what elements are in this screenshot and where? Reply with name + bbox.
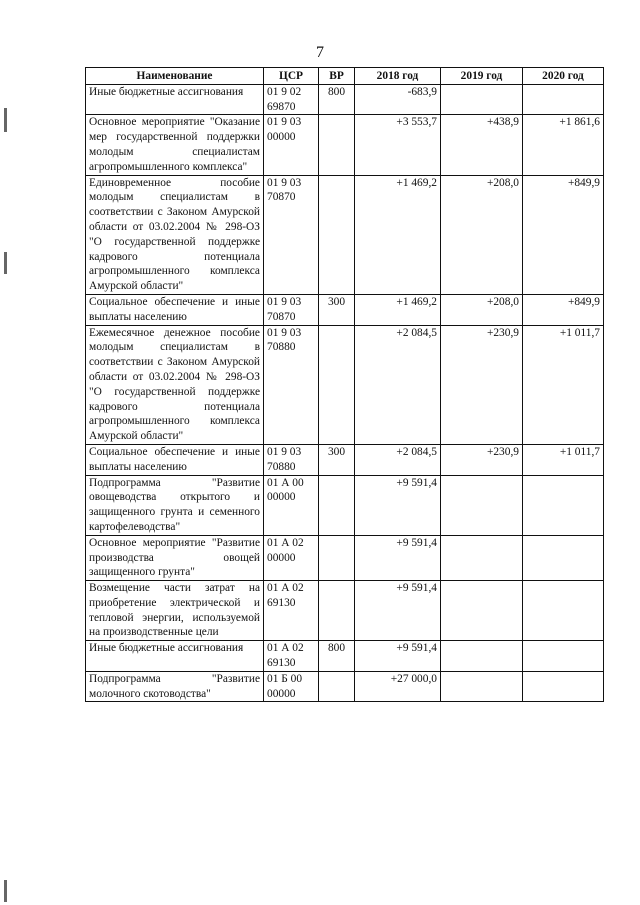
row-2020 — [523, 84, 604, 115]
row-2020 — [523, 475, 604, 535]
row-2018: +1 469,2 — [355, 175, 441, 294]
table-row — [86, 115, 604, 175]
row-vr — [319, 325, 355, 444]
row-2019 — [441, 581, 523, 641]
row-csr: 01 А 00 00000 — [264, 475, 319, 535]
row-csr: 01 9 03 00000 — [264, 115, 319, 175]
row-2018: +2 084,5 — [355, 325, 441, 444]
row-vr: 300 — [319, 444, 355, 475]
row-2019: +208,0 — [441, 175, 523, 294]
scan-edge-mark — [4, 108, 7, 132]
row-2019 — [441, 475, 523, 535]
row-vr — [319, 581, 355, 641]
table-row — [86, 475, 604, 535]
table-row — [86, 535, 604, 580]
row-2018: +9 591,4 — [355, 475, 441, 535]
row-vr — [319, 475, 355, 535]
row-2018: +27 000,0 — [355, 671, 441, 702]
column-header-2018: 2018 год — [355, 68, 441, 85]
row-2019: +230,9 — [441, 444, 523, 475]
row-2018: +2 084,5 — [355, 444, 441, 475]
column-header-name: Наименование — [86, 68, 264, 85]
row-2020: +1 011,7 — [523, 444, 604, 475]
row-name: Подпрограмма "Развитие молочного скотоводства" — [86, 671, 264, 702]
row-2020: +849,9 — [523, 175, 604, 294]
page-number: 7 — [316, 44, 324, 61]
row-vr: 800 — [319, 641, 355, 672]
row-2020 — [523, 535, 604, 580]
row-vr — [319, 535, 355, 580]
row-2019: +208,0 — [441, 294, 523, 325]
row-2020: +849,9 — [523, 294, 604, 325]
row-csr: 01 Б 00 00000 — [264, 671, 319, 702]
row-vr — [319, 175, 355, 294]
row-csr: 01 9 03 70870 — [264, 294, 319, 325]
row-csr: 01 9 03 70880 — [264, 444, 319, 475]
row-csr: 01 9 02 69870 — [264, 84, 319, 115]
row-csr: 01 А 02 00000 — [264, 535, 319, 580]
row-vr — [319, 671, 355, 702]
row-2019: +230,9 — [441, 325, 523, 444]
column-header-2020: 2020 год — [523, 68, 604, 85]
scan-edge-mark — [4, 880, 7, 902]
row-name: Возмещение части затрат на приобретение электрической и тепловой энергии, используемой на производственные цели — [86, 581, 264, 641]
row-vr: 800 — [319, 84, 355, 115]
row-2019 — [441, 535, 523, 580]
row-name: Основное мероприятие "Оказание мер государственной поддержки молодым специалистам агропромышленного комплекса" — [86, 115, 264, 175]
row-csr: 01 А 02 69130 — [264, 641, 319, 672]
row-2020 — [523, 581, 604, 641]
row-csr: 01 9 03 70880 — [264, 325, 319, 444]
table-row — [86, 325, 604, 444]
row-name: Подпрограмма "Развитие овощеводства открытого и защищенного грунта и семенного картофелеводства" — [86, 475, 264, 535]
table-row — [86, 671, 604, 702]
row-2018: +9 591,4 — [355, 581, 441, 641]
row-2019: +438,9 — [441, 115, 523, 175]
table-row — [86, 444, 604, 475]
row-vr — [319, 115, 355, 175]
row-2018: -683,9 — [355, 84, 441, 115]
column-header-csr: ЦСР — [264, 68, 319, 85]
row-2020 — [523, 641, 604, 672]
row-name: Иные бюджетные ассигнования — [86, 641, 264, 672]
budget-table — [85, 67, 604, 702]
row-vr: 300 — [319, 294, 355, 325]
row-name: Единовременное пособие молодым специалистам в соответствии с Законом Амурской области от 03.02.2004 № 298-ОЗ "О государственной поддержке кадрового потенциала агропромышленного комплекса Амурской области" — [86, 175, 264, 294]
row-csr: 01 9 03 70870 — [264, 175, 319, 294]
table-row — [86, 294, 604, 325]
row-name: Иные бюджетные ассигнования — [86, 84, 264, 115]
table-row — [86, 175, 604, 294]
row-2019 — [441, 84, 523, 115]
row-2019 — [441, 641, 523, 672]
row-2020: +1 861,6 — [523, 115, 604, 175]
table-row — [86, 84, 604, 115]
column-header-vr: ВР — [319, 68, 355, 85]
row-csr: 01 А 02 69130 — [264, 581, 319, 641]
row-name: Социальное обеспечение и иные выплаты населению — [86, 294, 264, 325]
column-header-2019: 2019 год — [441, 68, 523, 85]
row-2018: +1 469,2 — [355, 294, 441, 325]
row-name: Социальное обеспечение и иные выплаты населению — [86, 444, 264, 475]
row-2018: +9 591,4 — [355, 641, 441, 672]
row-2018: +3 553,7 — [355, 115, 441, 175]
row-2019 — [441, 671, 523, 702]
scan-edge-mark — [4, 252, 7, 274]
row-name: Основное мероприятие "Развитие производства овощей защищенного грунта" — [86, 535, 264, 580]
row-2020 — [523, 671, 604, 702]
table-row — [86, 641, 604, 672]
row-2018: +9 591,4 — [355, 535, 441, 580]
table-row — [86, 581, 604, 641]
row-name: Ежемесячное денежное пособие молодым специалистам в соответствии с Законом Амурской области от 03.02.2004 № 298-ОЗ "О государственной поддержке кадрового потенциала агропромышленного комплекса Амурской области" — [86, 325, 264, 444]
table-header-row — [86, 68, 604, 85]
row-2020: +1 011,7 — [523, 325, 604, 444]
